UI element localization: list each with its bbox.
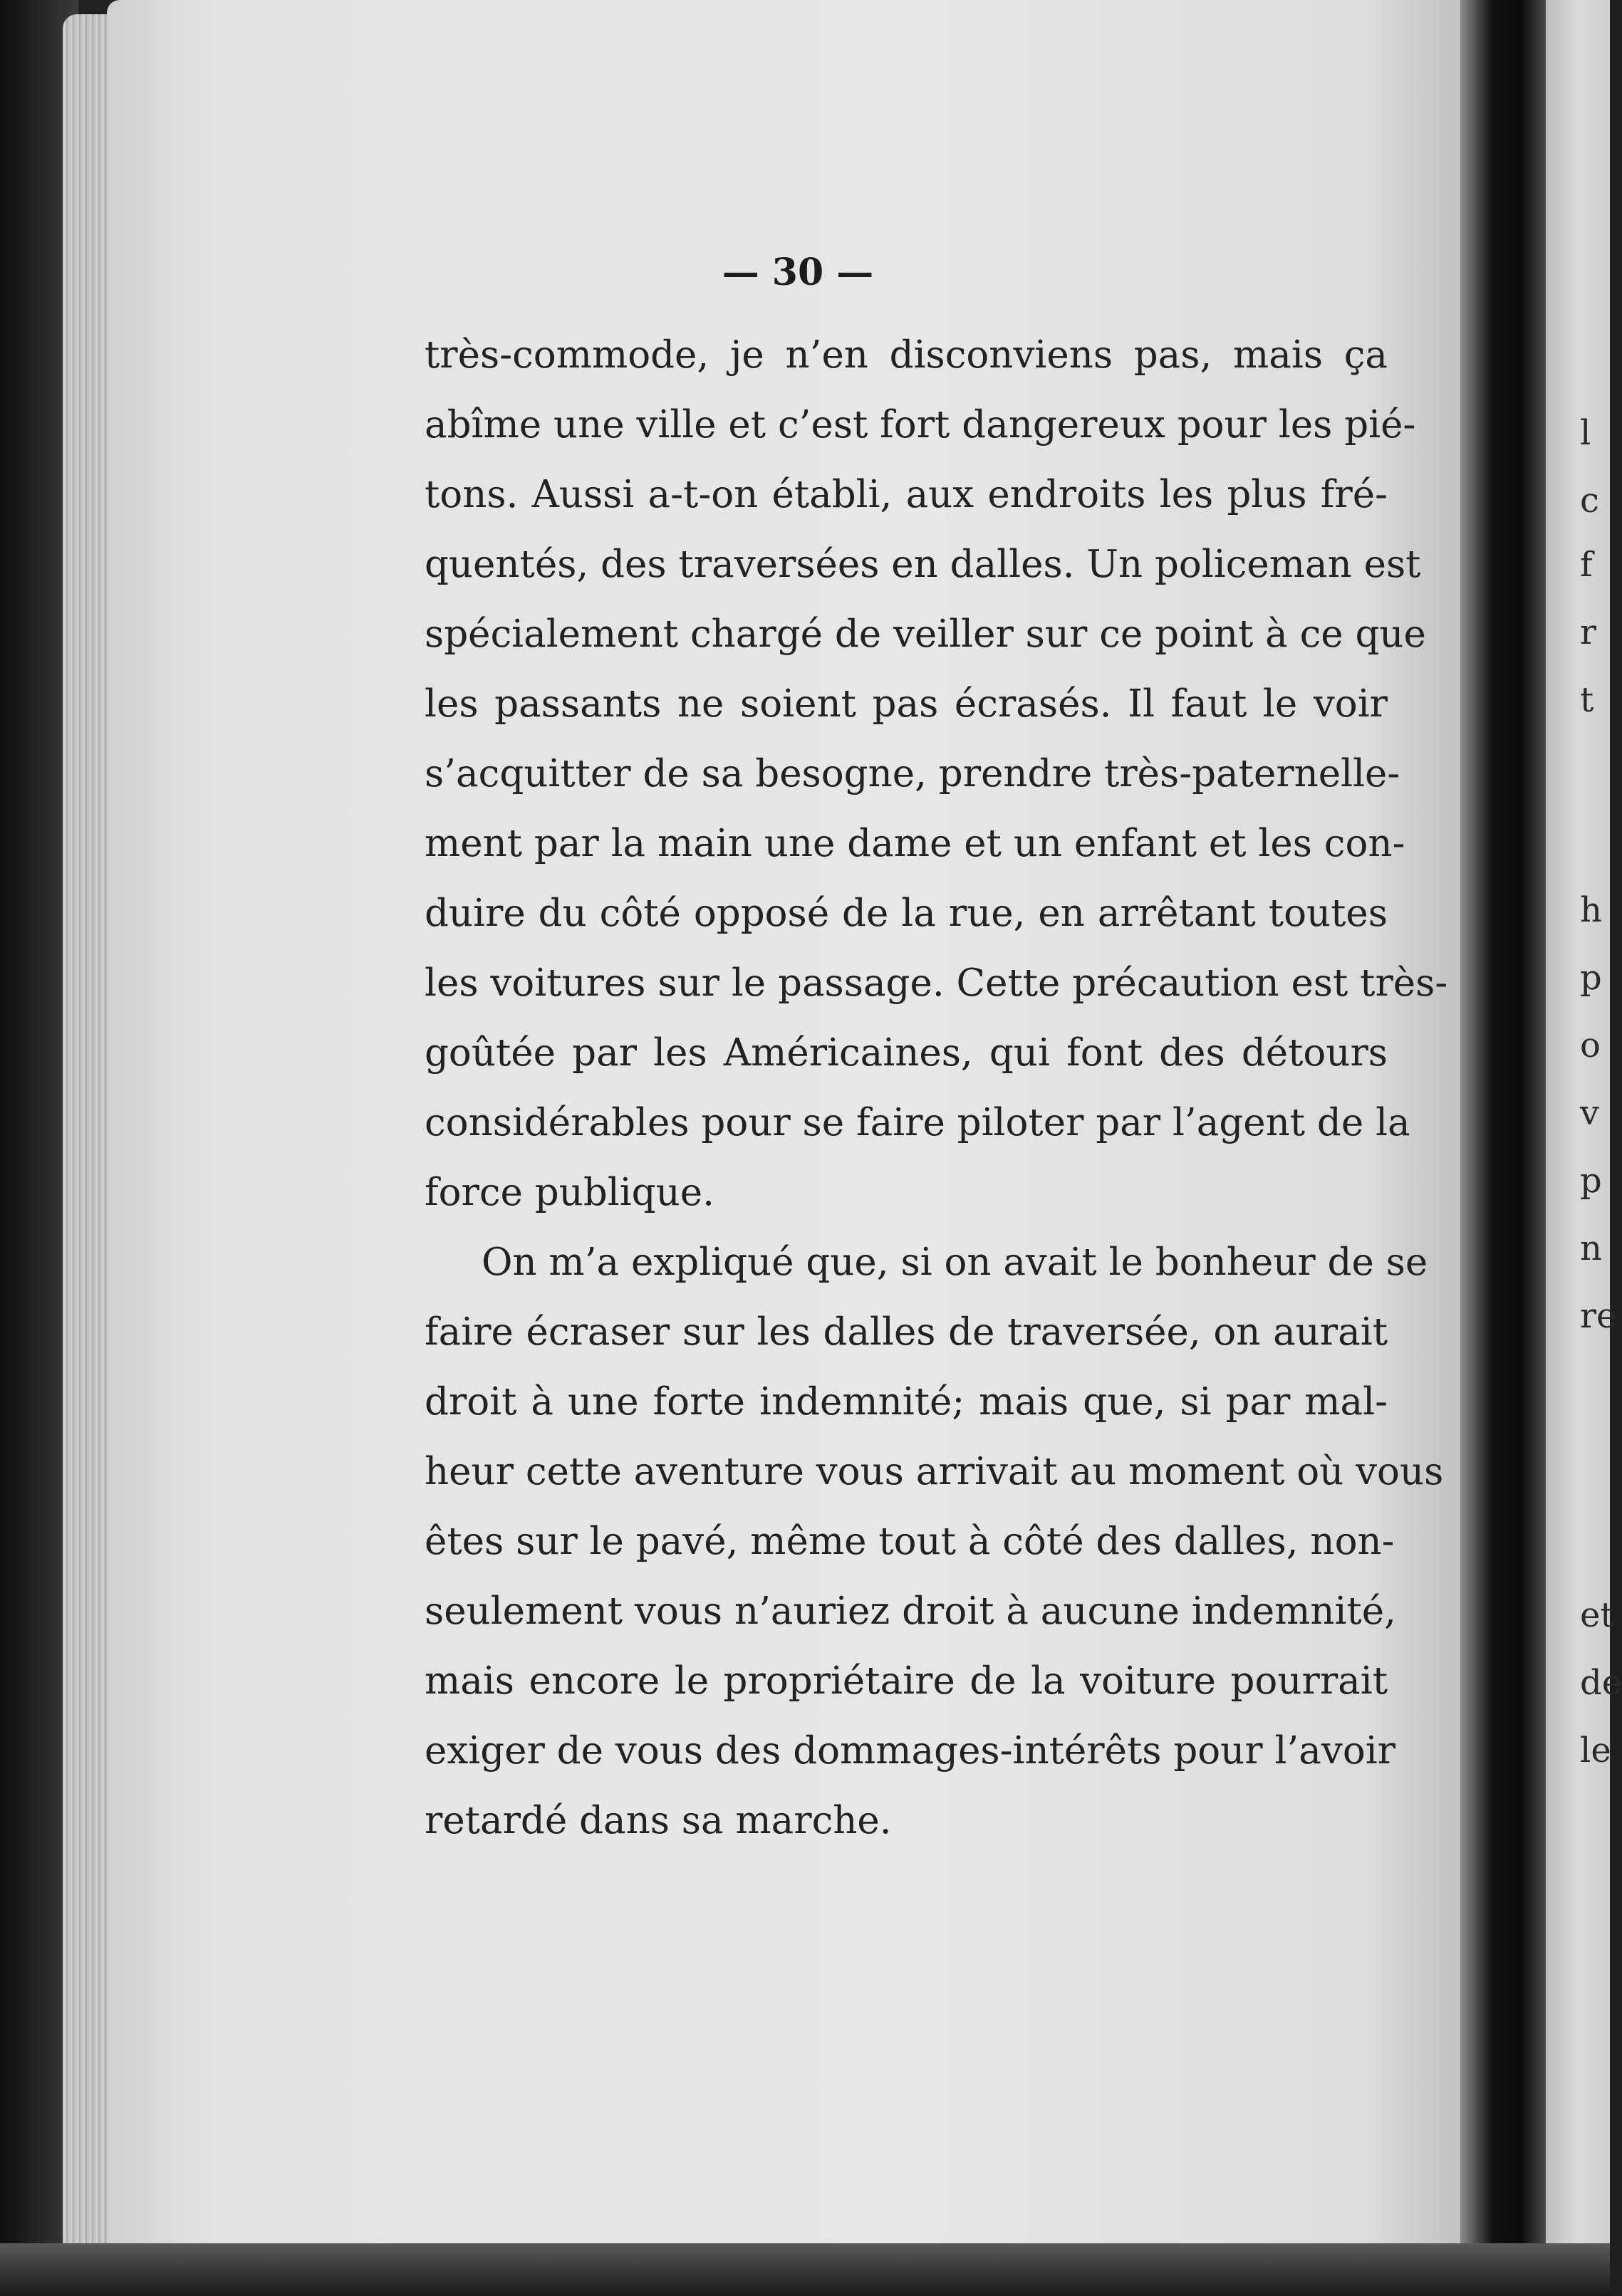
facing-letter: le bbox=[1580, 1731, 1611, 1770]
facing-letter: t bbox=[1580, 680, 1594, 720]
facing-letter: v bbox=[1580, 1093, 1600, 1133]
facing-letter: c bbox=[1580, 481, 1599, 521]
facing-letter: et bbox=[1580, 1595, 1614, 1635]
facing-letter: p bbox=[1580, 958, 1602, 998]
text-line: les passants ne soient pas écrasés. Il faut le voir bbox=[425, 682, 1388, 726]
scan-background-bottom bbox=[0, 2243, 1610, 2296]
facing-letter: f bbox=[1580, 545, 1593, 585]
facing-letter: r bbox=[1580, 612, 1596, 652]
body-text bbox=[425, 320, 1448, 1856]
text-line: force publique. bbox=[425, 1171, 714, 1214]
text-line: considérables pour se faire piloter par l’agent de la bbox=[425, 1101, 1410, 1144]
facing-letter: l bbox=[1580, 413, 1591, 453]
facing-letter: p bbox=[1580, 1161, 1602, 1201]
text-line: retardé dans sa marche. bbox=[425, 1799, 892, 1842]
page-number-text: — 30 — bbox=[722, 251, 874, 294]
text-line: droit à une forte indemnité; mais que, si par mal- bbox=[425, 1380, 1388, 1424]
facing-letter: de bbox=[1580, 1663, 1622, 1703]
text-line: exiger de vous des dommages-intérêts pour l’avoir bbox=[425, 1729, 1396, 1773]
text-line: s’acquitter de sa besogne, prendre très-paternelle- bbox=[425, 752, 1400, 795]
text-line: mais encore le propriétaire de la voiture pourrait bbox=[425, 1659, 1388, 1703]
text-line: faire écraser sur les dalles de traversée, on aurait bbox=[425, 1310, 1388, 1354]
facing-letter: o bbox=[1580, 1026, 1601, 1065]
text-line: heur cette aventure vous arrivait au moment où vous bbox=[425, 1450, 1444, 1493]
text-line: On m’a expliqué que, si on avait le bonheur de se bbox=[482, 1241, 1428, 1284]
text-line: êtes sur le pavé, même tout à côté des dalles, non- bbox=[425, 1520, 1395, 1563]
book-gutter bbox=[1460, 0, 1553, 2296]
facing-letter: re bbox=[1580, 1296, 1617, 1336]
text-line: abîme une ville et c’est fort dangereux pour les pié- bbox=[425, 403, 1416, 447]
facing-letter: h bbox=[1580, 890, 1602, 930]
text-line: goûtée par les Américaines, qui font des détours bbox=[425, 1031, 1388, 1075]
text-line: très-commode, je n’en disconviens pas, mais ça bbox=[425, 333, 1388, 377]
facing-page-edge bbox=[1546, 0, 1610, 2296]
text-line: tons. Aussi a-t-on établi, aux endroits les plus fré- bbox=[425, 473, 1388, 516]
text-line: ment par la main une dame et un enfant et les con- bbox=[425, 822, 1405, 865]
facing-letter: n bbox=[1580, 1228, 1602, 1268]
text-line: spécialement chargé de veiller sur ce point à ce que bbox=[425, 612, 1426, 656]
page-number bbox=[0, 251, 1610, 294]
text-line: seulement vous n’auriez droit à aucune indemnité, bbox=[425, 1590, 1396, 1633]
text-line: les voitures sur le passage. Cette précaution est très- bbox=[425, 961, 1448, 1005]
text-line: quentés, des traversées en dalles. Un policeman est bbox=[425, 543, 1421, 586]
text-line: duire du côté opposé de la rue, en arrêtant toutes bbox=[425, 892, 1388, 935]
